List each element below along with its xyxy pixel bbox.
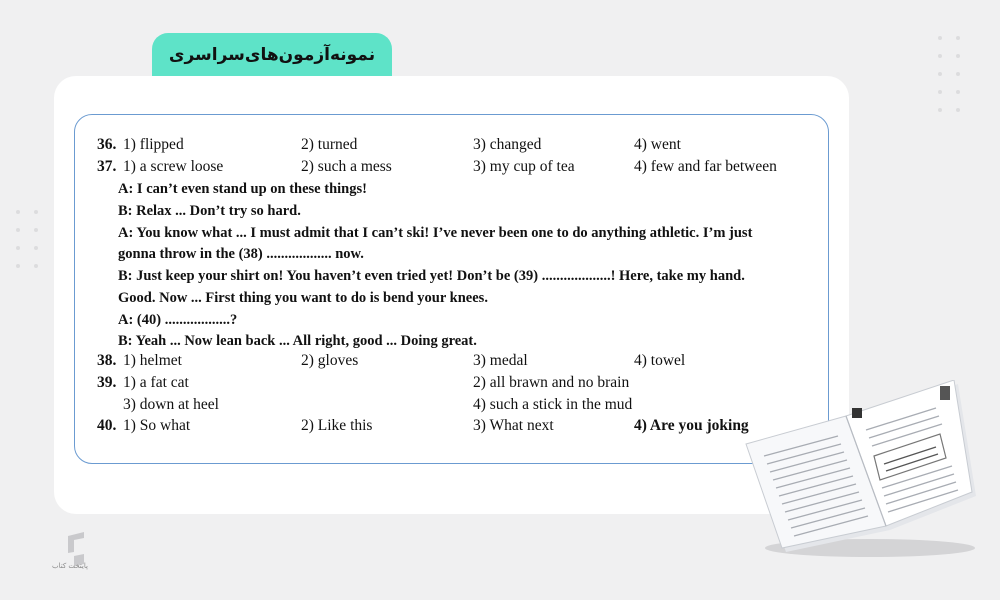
option-3: 3) my cup of tea [473, 158, 575, 175]
option-3: 3) What next [473, 417, 554, 434]
decorative-dots-left [16, 210, 26, 268]
question-36 [97, 136, 681, 154]
section-tab [152, 33, 392, 77]
question-40 [97, 417, 749, 435]
question-number: 40. [97, 417, 117, 434]
option-3: 3) medal [473, 352, 528, 369]
option-3: 3) changed [473, 136, 542, 153]
dialogue-line: A: You know what ... I must admit that I can’t ski! I’ve never been one to do anything athletic. I’m just [118, 225, 753, 241]
dialogue-line: B: Yeah ... Now lean back ... All right, good ... Doing great. [118, 333, 477, 349]
option-4: 4) Are you joking [634, 417, 749, 434]
dialogue-line: B: Relax ... Don’t try so hard. [118, 203, 301, 219]
dialogue-line: Good. Now ... First thing you want to do is bend your knees. [118, 290, 488, 306]
option-4: 4) few and far between [634, 158, 777, 175]
decorative-dots-right [938, 36, 948, 112]
question-number: 39. [97, 374, 117, 391]
option-1: 1) a screw loose [123, 158, 224, 175]
option-4: 4) such a stick in the mud [473, 396, 633, 413]
tab-label: نمونه‌آزمون‌های‌سراسری [168, 45, 376, 65]
option-2: 2) gloves [301, 352, 359, 369]
option-1: 1) a fat cat [123, 374, 189, 391]
option-2: 2) turned [301, 136, 358, 153]
question-38 [97, 352, 686, 370]
option-1: 1) helmet [123, 352, 182, 369]
question-number: 36. [97, 136, 117, 153]
question-number: 37. [97, 158, 117, 175]
option-2: 2) Like this [301, 417, 373, 434]
option-1: 1) flipped [123, 136, 184, 153]
dialogue-line: B: Just keep your shirt on! You haven’t even tried yet! Don’t be (39) ...................! Here, take my hand. [118, 268, 745, 284]
option-2: 2) all brawn and no brain [473, 374, 630, 391]
question-39 [97, 374, 630, 392]
question-number: 38. [97, 352, 117, 369]
option-4: 4) went [634, 136, 681, 153]
exam-booklet-illustration [740, 380, 980, 560]
brand-name: پایتخت کتاب [52, 562, 88, 570]
option-4: 4) towel [634, 352, 686, 369]
dialogue-line: gonna throw in the (38) .................. now. [118, 246, 364, 262]
dialogue-line: A: (40) ..................? [118, 312, 238, 328]
option-3: 3) down at heel [123, 396, 219, 413]
option-1: 1) So what [123, 417, 191, 434]
dialogue-line: A: I can’t even stand up on these things! [118, 181, 367, 197]
option-2: 2) such a mess [301, 158, 392, 175]
question-37 [97, 158, 777, 176]
